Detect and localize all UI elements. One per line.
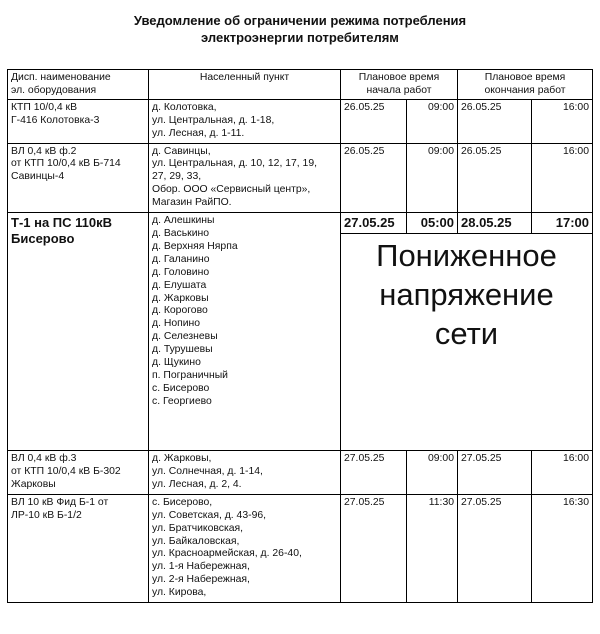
text-line: с. Бисерово, <box>152 496 213 508</box>
title-line-2: электроэнергии потребителям <box>201 30 399 45</box>
reduced-voltage-note <box>341 234 593 451</box>
text-line: КТП 10/0,4 кВ <box>11 101 78 113</box>
document-title <box>0 12 600 46</box>
note-line: Пониженное <box>376 238 557 274</box>
text-line: ул. 1-я Набережная, <box>152 561 250 573</box>
text-line: ул. 2-я Набережная, <box>152 574 250 586</box>
text-line: д. Елушата <box>152 279 207 291</box>
text-line: ВЛ 0,4 кВ ф.3 <box>11 453 77 465</box>
end-time-cell: 17:00 <box>532 213 593 234</box>
text-line: Т-1 на ПС 110кВ <box>11 215 113 231</box>
start-time-cell: 09:00 <box>407 451 458 495</box>
end-time-cell: 16:00 <box>532 99 593 143</box>
settlement-cell <box>149 213 341 451</box>
table-row <box>8 451 593 495</box>
start-time-cell: 09:00 <box>407 143 458 213</box>
text-line: Бисерово <box>11 231 75 247</box>
text-line: п. Пограничный <box>152 369 228 381</box>
text-line: д. Щукино <box>152 357 201 369</box>
text-line: с. Бисерово <box>152 382 210 394</box>
text-line: д. Головино <box>152 266 210 278</box>
end-time-cell: 16:00 <box>532 143 593 213</box>
table-row <box>8 494 593 602</box>
table-row <box>8 99 593 143</box>
text-line: от КТП 10/0,4 кВ Б-714 <box>11 158 121 170</box>
end-time-cell: 16:30 <box>532 494 593 602</box>
settlement-cell <box>149 451 341 495</box>
title-line-1: Уведомление об ограничении режима потребления <box>133 13 467 28</box>
text-line: д. Нопино <box>152 318 201 330</box>
start-date-cell: 26.05.25 <box>341 99 407 143</box>
text-line: д. Алешкины <box>152 215 215 227</box>
end-date-cell: 27.05.25 <box>458 494 532 602</box>
text-line: д. Савинцы, <box>152 145 211 157</box>
end-date-cell: 27.05.25 <box>458 451 532 495</box>
text-line: д. Селезневы <box>152 331 218 343</box>
start-date-cell: 26.05.25 <box>341 143 407 213</box>
text-line: ул. Братчиковская, <box>152 522 244 534</box>
text-line: ВЛ 10 кВ Фид Б-1 от <box>11 496 109 508</box>
settlement-cell <box>149 494 341 602</box>
header-settlement: Населенный пункт <box>149 70 341 100</box>
text-line: д. Галанино <box>152 253 210 265</box>
note-line: напряжение <box>379 277 554 313</box>
outage-table <box>7 69 593 603</box>
text-line: с. Георгиево <box>152 395 212 407</box>
end-date-cell: 26.05.25 <box>458 99 532 143</box>
text-line: ул. Кирова, <box>152 587 207 599</box>
header-end: Плановое время окончания работ <box>458 70 593 100</box>
text-line: ул. Лесная, д. 2, 4. <box>152 478 242 490</box>
text-line: ул. Солнечная, д. 1-14, <box>152 465 263 477</box>
text-line: ул. Лесная, д. 1-11. <box>152 127 245 139</box>
text-line: Обор. ООО «Сервисный центр», <box>152 184 311 196</box>
text-line: ул. Центральная, д. 1-18, <box>152 114 275 126</box>
text-line: Г-416 Колотовка-3 <box>11 114 100 126</box>
equipment-cell <box>8 143 149 213</box>
settlement-cell <box>149 143 341 213</box>
text-line: д. Жарковы, <box>152 453 212 465</box>
equipment-cell <box>8 213 149 451</box>
header-equipment: Дисп. наименование эл. оборудования <box>8 70 149 100</box>
settlement-cell <box>149 99 341 143</box>
text-line: ул. Красноармейская, д. 26-40, <box>152 548 302 560</box>
start-time-cell: 05:00 <box>407 213 458 234</box>
end-date-cell: 26.05.25 <box>458 143 532 213</box>
table-header-row <box>8 70 593 100</box>
text-line: Савинцы-4 <box>11 171 65 183</box>
text-line: ул. Советская, д. 43-96, <box>152 509 267 521</box>
text-line: Жарковы <box>11 478 56 490</box>
text-line: ВЛ 0,4 кВ ф.2 <box>11 145 77 157</box>
text-line: от КТП 10/0,4 кВ Б-302 <box>11 465 121 477</box>
text-line: д. Турушевы <box>152 344 213 356</box>
text-line: д. Верхняя Нярпа <box>152 240 238 252</box>
start-time-cell: 09:00 <box>407 99 458 143</box>
text-line: д. Колотовка, <box>152 101 217 113</box>
start-date-cell: 27.05.25 <box>341 213 407 234</box>
start-time-cell: 11:30 <box>407 494 458 602</box>
text-line: Магазин РайПО. <box>152 197 232 209</box>
text-line: д. Корогово <box>152 305 208 317</box>
table-row <box>8 213 593 234</box>
end-time-cell: 16:00 <box>532 451 593 495</box>
start-date-cell: 27.05.25 <box>341 451 407 495</box>
header-start: Плановое время начала работ <box>341 70 458 100</box>
note-line: сети <box>434 316 499 352</box>
text-line: ул. Центральная, д. 10, 12, 17, 19, <box>152 158 317 170</box>
text-line: ул. Байкаловская, <box>152 535 240 547</box>
equipment-cell <box>8 451 149 495</box>
equipment-cell <box>8 494 149 602</box>
text-line: ЛР-10 кВ Б-1/2 <box>11 509 82 521</box>
start-date-cell: 27.05.25 <box>341 494 407 602</box>
table-row <box>8 143 593 213</box>
text-line: 27, 29, 33, <box>152 171 202 183</box>
equipment-cell <box>8 99 149 143</box>
end-date-cell: 28.05.25 <box>458 213 532 234</box>
text-line: д. Васькино <box>152 227 210 239</box>
text-line: д. Жарковы <box>152 292 209 304</box>
